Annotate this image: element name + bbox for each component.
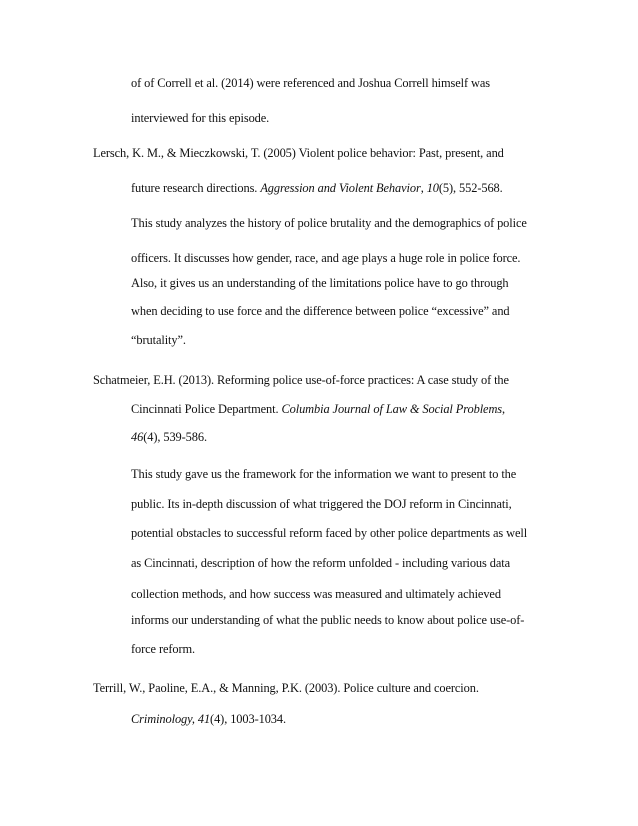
issue-pages: (5), 552-568.	[438, 181, 503, 195]
annotation-line: officers. It discusses how gender, race, and age plays a huge role in police force.	[131, 251, 521, 265]
citation-schatmeier-line-3	[131, 429, 207, 445]
citation-schatmeier-line-1: Schatmeier, E.H. (2013). Reforming police use-of-force practices: A case study of the	[93, 373, 509, 387]
issue-pages: (4), 539-586.	[143, 430, 207, 444]
annotation-line: collection methods, and how success was measured and ultimately achieved	[131, 587, 501, 601]
journal-title: Columbia Journal of Law & Social Problems	[281, 402, 503, 416]
citation-text: Cincinnati Police Department.	[131, 402, 282, 416]
citation-lersch-line-2	[131, 180, 503, 196]
citation-terrill-line-1: Terrill, W., Paoline, E.A., & Manning, P.K. (2003). Police culture and coercion.	[93, 681, 479, 695]
issue-pages: (4), 1003-1034.	[210, 712, 286, 726]
annotation-line: of of Correll et al. (2014) were referenced and Joshua Correll himself was	[131, 76, 491, 90]
journal-title: Aggression and Violent Behavior	[260, 181, 421, 195]
citation-separator: ,	[420, 181, 427, 195]
journal-volume: 46	[131, 430, 144, 444]
annotation-line: “brutality”.	[131, 333, 186, 347]
annotation-line: potential obstacles to successful reform faced by other police departments as well	[131, 526, 528, 540]
journal-title: Criminology, 41	[131, 712, 211, 726]
annotation-line: Also, it gives us an understanding of the limitations police have to go through	[131, 276, 509, 290]
annotation-line: when deciding to use force and the difference between police “excessive” and	[131, 304, 510, 318]
citation-text: future research directions.	[131, 181, 261, 195]
annotation-line: public. Its in-depth discussion of what triggered the DOJ reform in Cincinnati,	[131, 497, 512, 511]
journal-volume: 10	[426, 181, 439, 195]
annotation-line: interviewed for this episode.	[131, 111, 270, 125]
citation-lersch-line-1: Lersch, K. M., & Mieczkowski, T. (2005) Violent police behavior: Past, present, and	[93, 146, 504, 160]
annotation-line: force reform.	[131, 642, 196, 656]
annotation-line: This study analyzes the history of police brutality and the demographics of police	[131, 216, 527, 230]
annotation-line: This study gave us the framework for the information we want to present to the	[131, 467, 517, 481]
annotation-line: as Cincinnati, description of how the reform unfolded - including various data	[131, 556, 510, 570]
annotation-line: informs our understanding of what the public needs to know about police use-of-	[131, 613, 525, 627]
citation-terrill-line-2	[131, 711, 286, 727]
citation-schatmeier-line-2	[131, 401, 505, 417]
citation-separator: ,	[502, 402, 506, 416]
